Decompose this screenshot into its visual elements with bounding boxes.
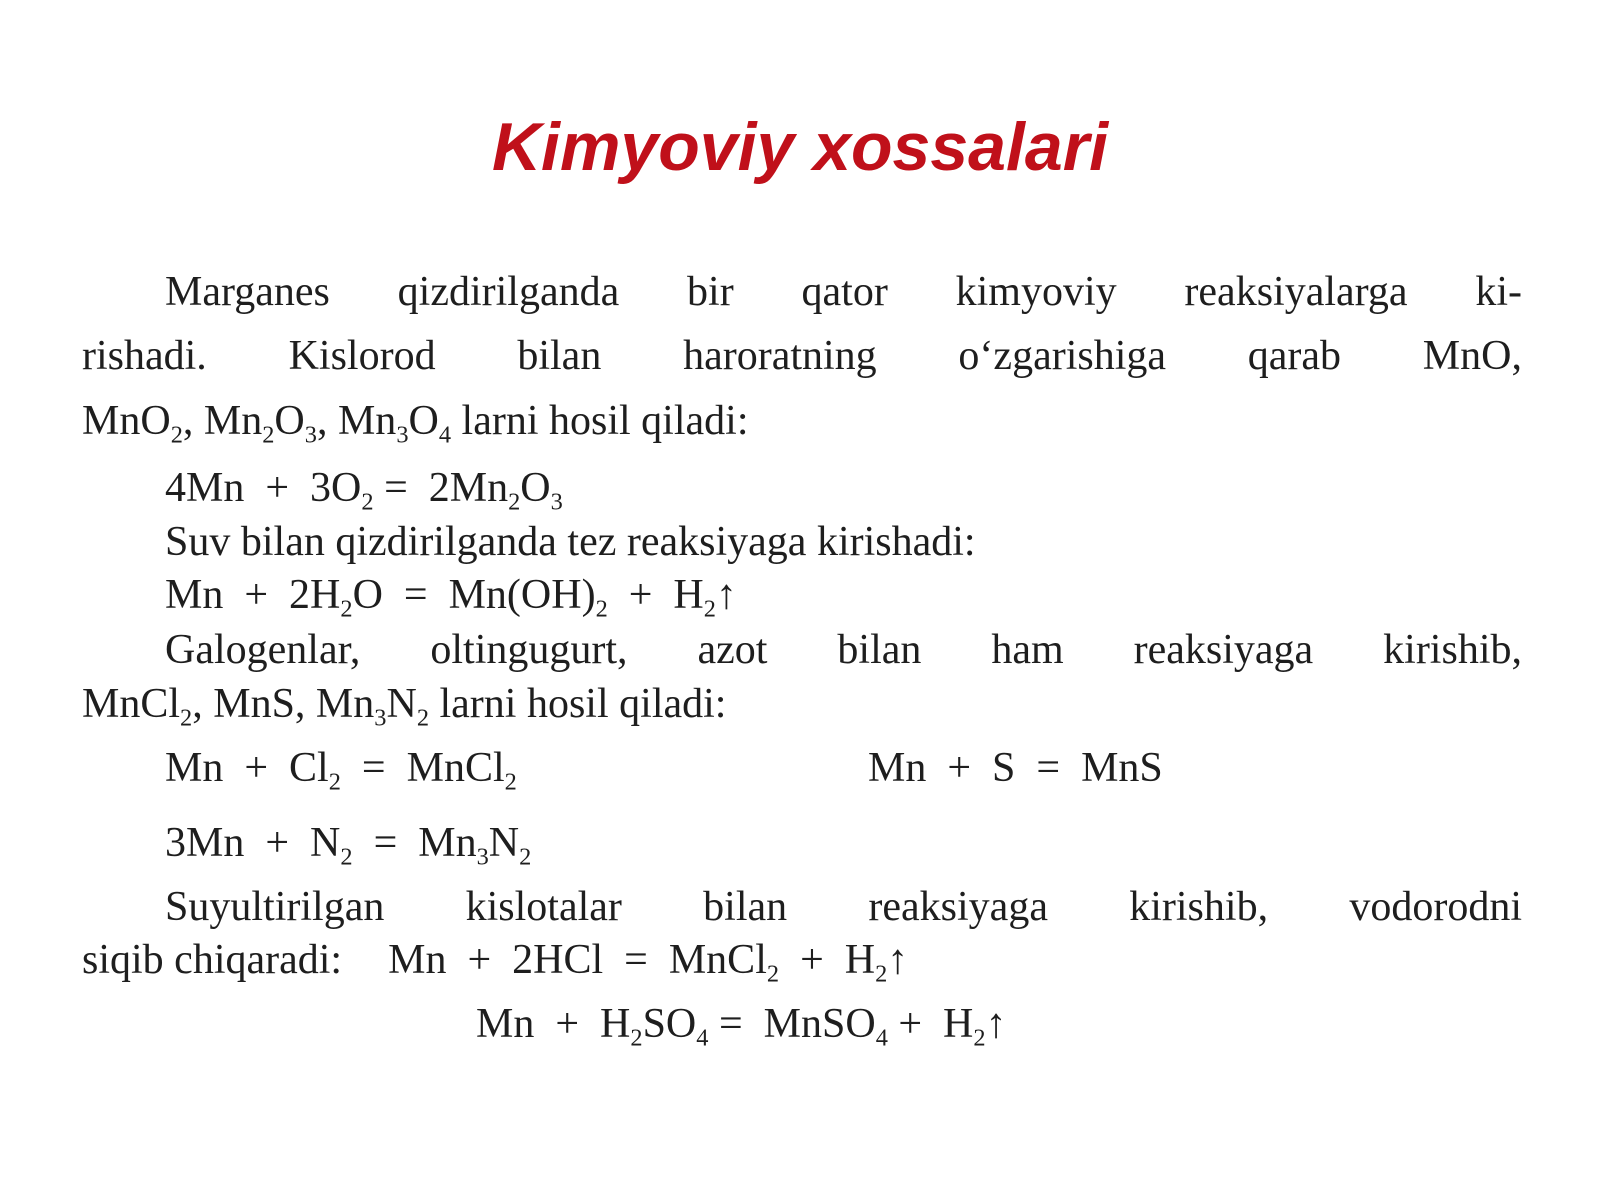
subscript: 4 [438,421,452,449]
subscript: 2 [416,704,429,732]
subscript: 2 [504,768,517,796]
formula-text: Mn + Cl [165,745,329,791]
paragraph1-line3 [82,393,1522,449]
subscript: 2 [595,595,608,623]
formula-text: = MnSO [708,1001,876,1047]
equation-4: Mn + S = MnS [868,745,1163,791]
formula-text: + H [607,572,704,618]
subscript: 2 [328,768,341,796]
subscript: 2 [508,488,521,516]
equation-7 [476,996,1276,1052]
equation-5 [165,815,1522,871]
equation-3 [165,740,665,796]
formula-text: + H [779,937,876,983]
formula-text: Mn [203,398,263,444]
subscript: 3 [304,421,317,449]
subscript: 2 [262,421,275,449]
formula-text: O = Mn(OH) [352,572,596,618]
subscript: 2 [703,595,716,623]
paragraph1-line2: rishadi. Kislorod bilan haroratning o‘zgarishiga qarab MnO, [82,333,1522,379]
subscript: 2 [875,960,888,988]
formula-text: , MnS, Mn [192,681,375,727]
subscript: 2 [630,1024,643,1052]
subscript: 3 [396,421,409,449]
formula-text: larni hosil qiladi: [451,398,749,444]
formula-text: O [274,398,305,444]
paragraph4-line2 [82,932,1522,988]
subscript: 3 [476,843,489,871]
subscript: 3 [374,704,387,732]
paragraph1-line1: Marganes qizdirilganda bir qator kimyoviy reaksiyalarga ki- [165,269,1522,315]
formula-text: MnO [82,398,171,444]
text-line-water: Suv bilan qizdirilganda tez reaksiyaga kirishadi: [165,519,976,565]
formula-text: = MnCl [340,745,505,791]
subscript: 2 [180,704,193,732]
formula-text: MnCl [82,681,181,727]
subscript: 2 [766,960,780,988]
page-title: Kimyoviy xossalari [491,109,1109,185]
subscript: 2 [361,488,374,516]
formula-text: O [408,398,439,444]
paragraph3-line1: Galogenlar, oltingugurt, azot bilan ham reaksiyaga kirishib, [165,627,1522,673]
formula-text: , [316,398,338,444]
arrow-up-symbol: ↑ [985,1001,1007,1047]
formula-text: siqib chiqaradi: [82,937,343,983]
subscript: 2 [519,843,532,871]
arrow-up-symbol: ↑ [887,937,909,983]
formula-text: + H [887,1001,974,1047]
formula-text: 3Mn + N [165,820,341,866]
equation-2 [165,567,1522,623]
formula-text: N [488,820,520,866]
formula-text: N [386,681,417,727]
formula-text: Mn + H [476,1001,631,1047]
formula-text: SO [642,1001,697,1047]
formula-text: = Mn [352,820,477,866]
paragraph3-line2 [82,676,1522,732]
formula-text: 4Mn + 3O [165,465,362,511]
formula-text: Mn [337,398,397,444]
formula-text: Mn + 2HCl = MnCl [388,937,767,983]
paragraph4-line1: Suyultirilgan kislotalar bilan reaksiyaga kirishib, vodorodni [165,884,1522,930]
subscript: 2 [340,843,353,871]
subscript: 4 [696,1024,709,1052]
subscript: 2 [973,1024,986,1052]
subscript: 3 [550,488,563,516]
subscript: 4 [875,1024,888,1052]
subscript: 2 [170,421,183,449]
formula-text: = 2Mn [373,465,509,511]
formula-text: O [520,465,551,511]
formula-text: Mn + 2H [165,572,341,618]
arrow-up-symbol: ↑ [715,572,737,618]
formula-text: larni hosil qiladi: [429,681,727,727]
formula-text: , [182,398,204,444]
equation-1 [165,460,1522,516]
subscript: 2 [340,595,353,623]
